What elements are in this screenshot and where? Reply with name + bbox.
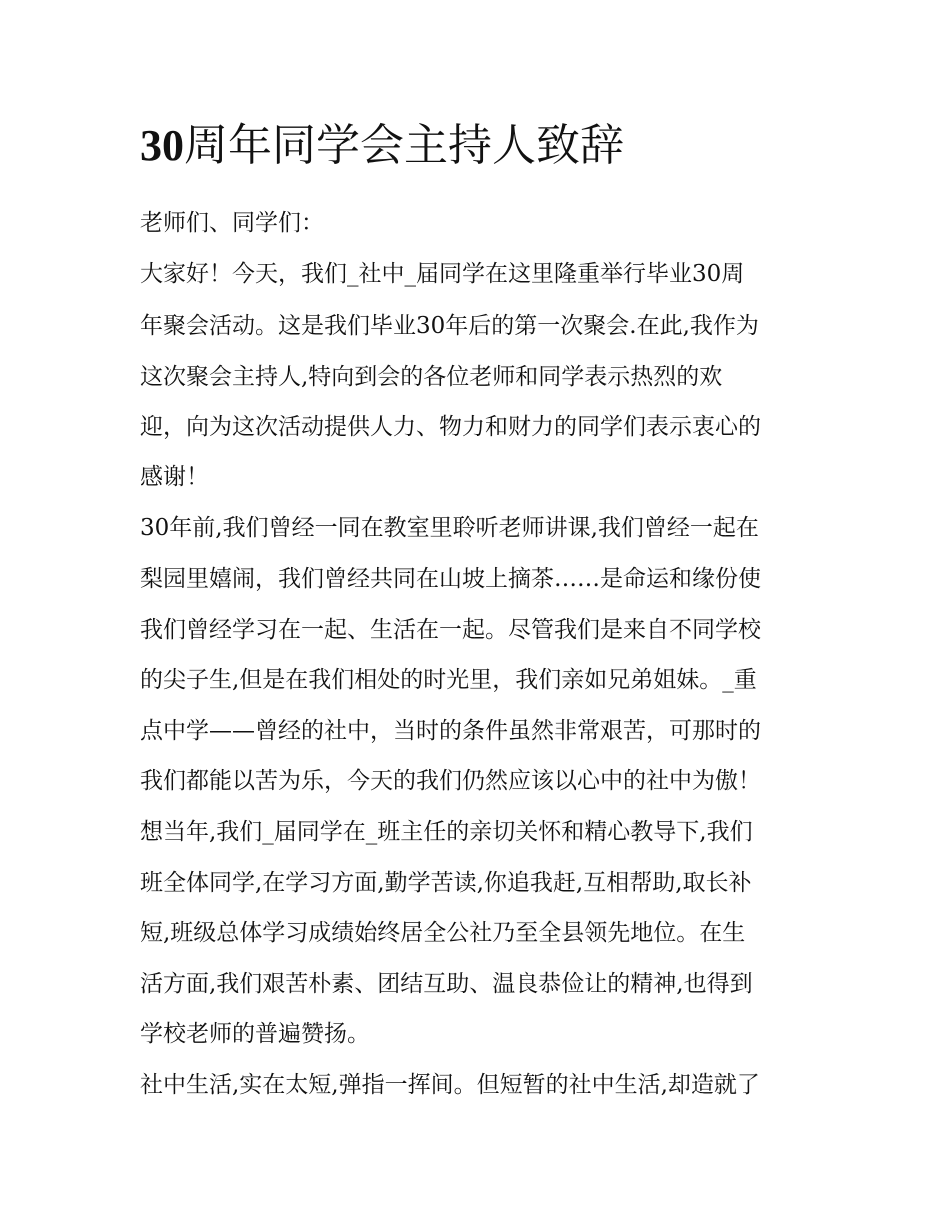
body-line: 学校老师的普遍赞扬。 [140, 1021, 370, 1047]
body-line: 这次聚会主持人,特向到会的各位老师和同学表示热烈的欢 [140, 364, 723, 390]
body-line: 梨园里嬉闹，我们曾经共同在山坡上摘茶……是命运和缘份使 [140, 566, 761, 592]
title-text: 周年同学会主持人致辞 [184, 120, 624, 171]
document-title [140, 114, 624, 178]
body-line: 短,班级总体学习成绩始终居全公社乃至全县领先地位。在生 [140, 920, 746, 946]
body-line: 感谢！ [140, 464, 209, 490]
body-line: 我们都能以苦为乐，今天的我们仍然应该以心中的社中为傲！ [140, 768, 761, 794]
body-line: 社中生活,实在太短,弹指一挥间。但短暂的社中生活,却造就了 [140, 1072, 760, 1098]
body-line: 点中学——曾经的社中，当时的条件虽然非常艰苦，可那时的 [140, 718, 761, 744]
body-line: 30年前,我们曾经一同在教室里聆听老师讲课,我们曾经一起在 [140, 515, 759, 541]
salutation-line: 老师们、同学们： [140, 210, 324, 236]
body-line: 我们曾经学习在一起、生活在一起。尽管我们是来自不同学校 [140, 617, 761, 643]
body-line: 班全体同学,在学习方面,勤学苦读,你追我赶,互相帮助,取长补 [140, 870, 752, 896]
body-line: 活方面,我们艰苦朴素、团结互助、温良恭俭让的精神,也得到 [140, 971, 753, 997]
body-line: 迎，向为这次活动提供人力、物力和财力的同学们表示衷心的 [140, 414, 761, 440]
body-line: 想当年,我们_届同学在_班主任的亲切关怀和精心教导下,我们 [140, 819, 753, 845]
title-number: 30 [140, 121, 184, 170]
body-line: 的尖子生,但是在我们相处的时光里，我们亲如兄弟姐妹。_重 [140, 667, 757, 693]
body-line: 大家好！今天，我们_社中_届同学在这里隆重举行毕业30周 [140, 261, 745, 287]
body-line: 年聚会活动。这是我们毕业30年后的第一次聚会.在此,我作为 [140, 313, 759, 339]
